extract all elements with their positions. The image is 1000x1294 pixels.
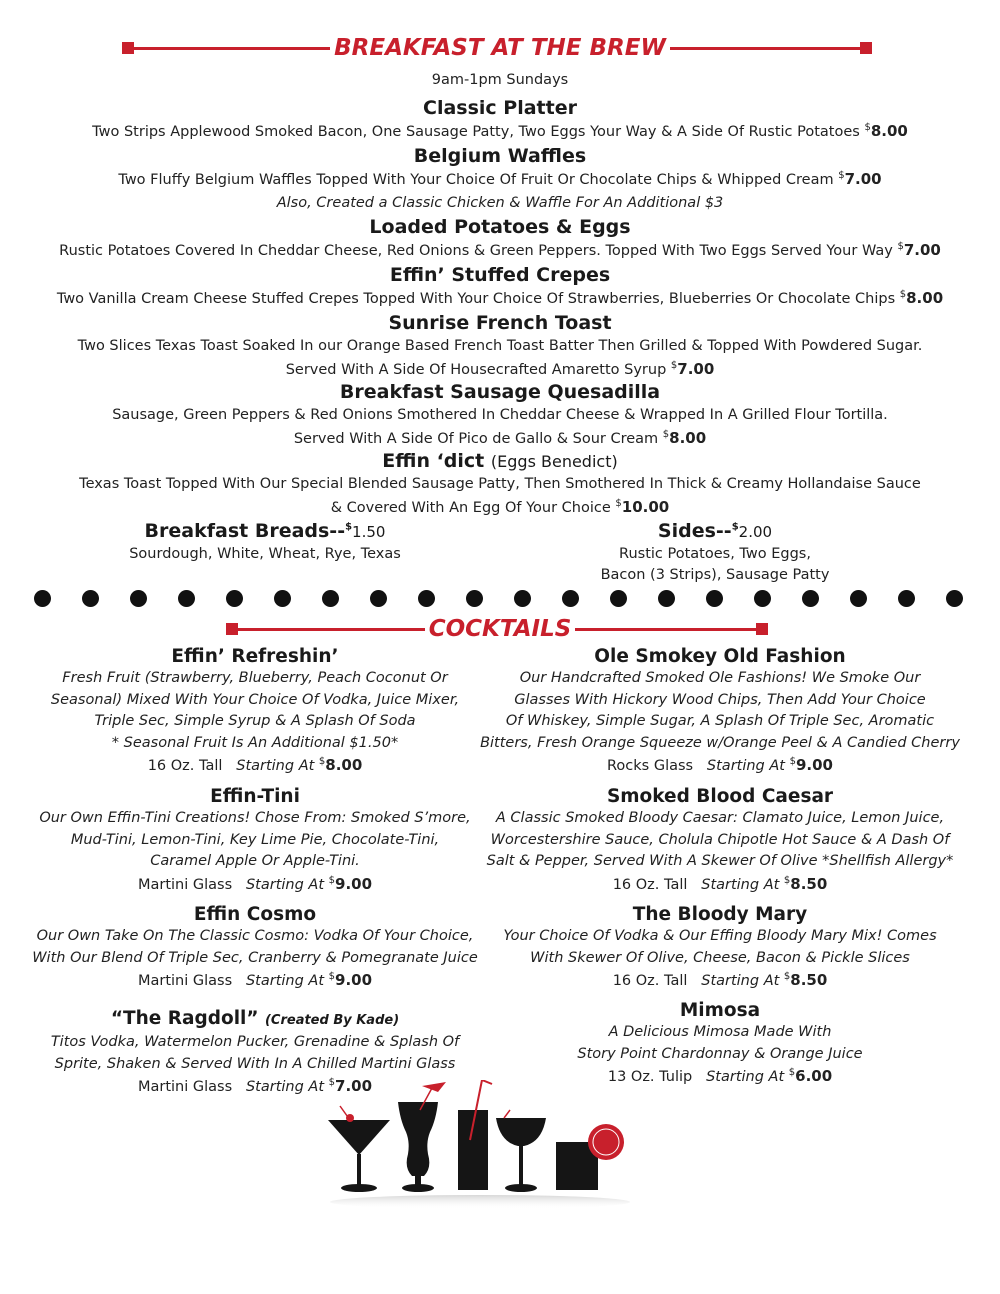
desc-line: * Seasonal Fruit Is An Additional $1.50*: [111, 734, 399, 751]
divider-dot: [898, 590, 915, 607]
item-description: Sausage, Green Peppers & Red Onions Smothered In Cheddar Cheese & Wrapped In A Grilled Flour Tortilla.: [112, 407, 888, 423]
breakfast-breads: Breakfast Breads--$1.50 Sourdough, White, Wheat, Rye, Texas: [110, 520, 420, 564]
menu-item-french-toast: Sunrise French Toast Two Slices Texas Toast Soaked In our Orange Based French Toast Batter Then Grilled & Topped With Powdered Sugar. Served With A Side Of Housecrafted Amaretto Syrup $7.00: [0, 312, 1000, 382]
cocktail-ole-smokey: Ole Smokey Old Fashion Our Handcrafted Smoked Ole Fashions! We Smoke Our Glasses With Hickory Wood Chips, Then Add Your Choice Of Whiskey, Simple Sugar, A Splash Of Triple Sec, Aromatic Bitters, Fresh Orange Squeeze w/Orange Peel & A Candied Cherry Rocks Glass Starting At $9.00: [480, 646, 960, 774]
desc-line: Triple Sec, Simple Syrup & A Splash Of Soda: [94, 713, 416, 729]
coupe-glass-icon: [496, 1110, 546, 1192]
cocktail-smoked-blood-caesar: Smoked Blood Caesar A Classic Smoked Bloody Caesar: Clamato Juice, Lemon Juice, Worcestershire Sauce, Cholula Chipotle Hot Sauce & A Dash Of Salt & Pepper, Served With A Skewer Of Olive *Shellfish Allergy* 16 Oz. Tall Starting At $8.50: [480, 786, 960, 897]
item-description: Sourdough, White, Wheat, Rye, Texas: [129, 546, 401, 562]
desc-line: Glasses With Hickory Wood Chips, Then Add Your Choice: [514, 691, 926, 708]
cocktail-effin-cosmo: Effin Cosmo Our Own Take On The Classic Cosmo: Vodka Of Your Choice, With Our Blend Of Triple Sec, Cranberry & Pomegranate Juice Martini Glass Starting At $9.00: [30, 904, 480, 993]
desc-line: Our Own Take On The Classic Cosmo: Vodka Of Your Choice,: [36, 928, 474, 944]
item-description-2: Bacon (3 Strips), Sausage Patty: [600, 567, 830, 583]
item-aside: (Eggs Benedict): [490, 452, 618, 471]
divider-dot: [130, 590, 147, 607]
reflection-shadow: [330, 1195, 630, 1209]
cocktail-bloody-mary: The Bloody Mary Your Choice Of Vodka & Our Effing Bloody Mary Mix! Comes With Skewer Of Olive, Cheese, Bacon & Pickle Slices 16 Oz. Tall Starting At $8.50: [480, 904, 960, 993]
item-price: 9.00: [795, 756, 833, 774]
item-price: 6.00: [795, 1067, 833, 1085]
item-description: Two Fluffy Belgium Waffles Topped With Your Choice Of Fruit Or Chocolate Chips & Whipped Cream: [118, 172, 834, 188]
item-price: 7.00: [844, 170, 882, 188]
divider-dot: [562, 590, 579, 607]
desc-line: Mud-Tini, Lemon-Tini, Key Lime Pie, Chocolate-Tini,: [70, 831, 440, 848]
item-price: 8.00: [325, 756, 363, 774]
item-name: Ole Smokey Old Fashion: [594, 646, 846, 667]
item-name: Effin’ Refreshin’: [171, 646, 339, 667]
tall-glass-icon: [458, 1080, 492, 1190]
hurricane-glass-icon: [398, 1082, 446, 1192]
desc-line: A Classic Smoked Bloody Caesar: Clamato Juice, Lemon Juice,: [495, 810, 945, 826]
divider-dot: [802, 590, 819, 607]
item-name: Belgium Waffles: [413, 145, 587, 167]
cocktail-glasses-illustration: [320, 1080, 640, 1210]
divider-dot: [274, 590, 291, 607]
item-name: Classic Platter: [423, 97, 577, 119]
martini-glass-icon: [328, 1106, 390, 1192]
item-name: Loaded Potatoes & Eggs: [369, 216, 631, 238]
menu-item-effin-dict: Effin ‘dict (Eggs Benedict) Texas Toast Topped With Our Special Blended Sausage Patty, Then Smothered In Thick & Creamy Hollandaise Sauce & Covered With An Egg Of Your Choice $10.00: [0, 450, 1000, 520]
item-description-2: & Covered With An Egg Of Your Choice: [330, 500, 611, 516]
item-price: 7.00: [903, 241, 941, 259]
item-price: 10.00: [621, 498, 670, 516]
item-description-2: Served With A Side Of Housecrafted Amaretto Syrup: [285, 362, 667, 378]
item-price: 8.00: [906, 289, 944, 307]
divider-dot: [754, 590, 771, 607]
item-name: Smoked Blood Caesar: [606, 786, 834, 807]
item-price: 9.00: [335, 874, 373, 893]
desc-line: Of Whiskey, Simple Sugar, A Splash Of Triple Sec, Aromatic: [505, 713, 935, 729]
item-credit: (Created By Kade): [264, 1013, 400, 1028]
divider-dot: [418, 590, 435, 607]
item-description: Two Vanilla Cream Cheese Stuffed Crepes Topped With Your Choice Of Strawberries, Blueberries Or Chocolate Chips: [56, 291, 896, 307]
glass-type: Martini Glass: [137, 876, 233, 893]
desc-line: Our Own Effin-Tini Creations! Chose From: Smoked S’more,: [39, 810, 471, 826]
divider-dot: [82, 590, 99, 607]
divider-dot: [370, 590, 387, 607]
item-price: 2.00: [738, 523, 773, 541]
item-price: 7.00: [335, 1077, 373, 1095]
item-price: 9.00: [335, 971, 373, 989]
desc-line: Salt & Pepper, Served With A Skewer Of Olive *Shellfish Allergy*: [486, 853, 954, 869]
menu-item-classic-platter: Classic Platter Two Strips Applewood Smoked Bacon, One Sausage Patty, Two Eggs Your Way & A Side Of Rustic Potatoes $8.00: [0, 97, 1000, 144]
glass-type: 16 Oz. Tall: [147, 758, 223, 774]
desc-line: Titos Vodka, Watermelon Pucker, Grenadine & Splash Of: [50, 1034, 460, 1050]
breakfast-title: BREAKFAST AT THE BREW: [330, 35, 670, 61]
item-name: Effin-Tini: [210, 786, 300, 807]
desc-line: Bitters, Fresh Orange Squeeze w/Orange Peel & A Candied Cherry: [480, 734, 960, 751]
cocktails-title: COCKTAILS: [425, 616, 576, 642]
menu-item-quesadilla: Breakfast Sausage Quesadilla Sausage, Green Peppers & Red Onions Smothered In Cheddar Cheese & Wrapped In A Grilled Flour Tortilla. Served With A Side Of Pico de Gallo & Sour Cream $8.00: [0, 381, 1000, 451]
breakfast-sides: Sides--$2.00 Rustic Potatoes, Two Eggs, Bacon (3 Strips), Sausage Patty: [570, 520, 860, 586]
desc-line: Worcestershire Sauce, Cholula Chipotle Hot Sauce & A Dash Of: [490, 831, 950, 848]
item-price: 8.00: [669, 429, 707, 447]
item-price: 7.00: [677, 360, 715, 378]
desc-line: With Skewer Of Olive, Cheese, Bacon & Pickle Slices: [530, 949, 910, 966]
rocks-glass-icon: [556, 1124, 624, 1190]
divider-dot: [850, 590, 867, 607]
desc-line: Fresh Fruit (Strawberry, Blueberry, Peach Coconut Or: [62, 670, 448, 686]
item-name: Mimosa: [679, 1000, 761, 1021]
item-description: Two Slices Texas Toast Soaked In our Orange Based French Toast Batter Then Grilled & Topped With Powdered Sugar.: [77, 338, 923, 354]
divider-dot: [946, 590, 963, 607]
menu-item-loaded-potatoes: Loaded Potatoes & Eggs Rustic Potatoes Covered In Cheddar Cheese, Red Onions & Green Peppers. Topped With Two Eggs Served Your Way $7.00: [0, 216, 1000, 263]
desc-line: A Delicious Mimosa Made With: [608, 1024, 832, 1040]
menu-item-belgium-waffles: Belgium Waffles Two Fluffy Belgium Waffles Topped With Your Choice Of Fruit Or Chocolate Chips & Whipped Cream $7.00 Also, Created a Classic Chicken & Waffle For An Additional $3: [0, 145, 1000, 215]
cocktail-effin-tini: Effin-Tini Our Own Effin-Tini Creations! Chose From: Smoked S’more, Mud-Tini, Lemon-Tini, Key Lime Pie, Chocolate-Tini, Caramel Apple Or Apple-Tini. Martini Glass Starting At $9.00: [30, 786, 480, 897]
item-name: Effin ‘dict: [382, 450, 485, 472]
item-description-2: Served With A Side Of Pico de Gallo & Sour Cream: [293, 431, 659, 447]
divider-dot: [706, 590, 723, 607]
glass-type: Martini Glass: [137, 973, 233, 989]
dot-divider: [34, 590, 964, 610]
cocktail-mimosa: Mimosa A Delicious Mimosa Made With Story Point Chardonnay & Orange Juice 13 Oz. Tulip Starting At $6.00: [480, 1000, 960, 1089]
item-name: Sides--: [657, 520, 732, 542]
cocktail-effin-refreshin: Effin’ Refreshin’ Fresh Fruit (Strawberry, Blueberry, Peach Coconut Or Seasonal) Mixed With Your Choice Of Vodka, Juice Mixer, Triple Sec, Simple Syrup & A Splash Of Soda * Seasonal Fruit Is An Additional $1.50* 16 Oz. Tall Starting At $8.00: [30, 646, 480, 778]
item-note: Also, Created a Classic Chicken & Waffle For An Additional $3: [276, 195, 724, 211]
glass-type: 16 Oz. Tall: [612, 876, 688, 893]
item-description: Rustic Potatoes Covered In Cheddar Cheese, Red Onions & Green Peppers. Topped With Two Eggs Served Your Way: [59, 243, 893, 259]
item-name: “The Ragdoll”: [110, 1008, 259, 1029]
desc-line: Our Handcrafted Smoked Ole Fashions! We Smoke Our: [519, 670, 921, 686]
cocktails-header: [0, 614, 1000, 644]
menu-item-stuffed-crepes: Effin’ Stuffed Crepes Two Vanilla Cream Cheese Stuffed Crepes Topped With Your Choice Of Strawberries, Blueberries Or Chocolate Chips $8.00: [0, 264, 1000, 311]
item-description: Two Strips Applewood Smoked Bacon, One Sausage Patty, Two Eggs Your Way & A Side Of Rustic Potatoes: [92, 124, 860, 140]
divider-dot: [514, 590, 531, 607]
breakfast-header: [0, 33, 1000, 63]
desc-line: Seasonal) Mixed With Your Choice Of Vodka, Juice Mixer,: [50, 691, 460, 708]
item-name: Breakfast Breads--: [144, 520, 346, 542]
desc-line: Caramel Apple Or Apple-Tini.: [150, 853, 360, 869]
item-name: Breakfast Sausage Quesadilla: [339, 381, 661, 403]
desc-line: Your Choice Of Vodka & Our Effing Bloody Mary Mix! Comes: [503, 928, 937, 944]
glass-type: Martini Glass: [137, 1079, 233, 1095]
desc-line: Story Point Chardonnay & Orange Juice: [577, 1045, 863, 1062]
divider-dot: [658, 590, 675, 607]
glass-type: 16 Oz. Tall: [612, 973, 688, 989]
item-name: Effin’ Stuffed Crepes: [389, 264, 611, 286]
divider-dot: [610, 590, 627, 607]
divider-dot: [226, 590, 243, 607]
desc-line: Sprite, Shaken & Served With In A Chilled Martini Glass: [54, 1055, 456, 1072]
divider-dot: [34, 590, 51, 607]
glass-type: Rocks Glass: [607, 758, 694, 774]
item-price: 8.00: [870, 122, 908, 140]
desc-line: With Our Blend Of Triple Sec, Cranberry & Pomegranate Juice: [32, 949, 478, 966]
item-name: The Bloody Mary: [632, 904, 808, 925]
divider-dot: [178, 590, 195, 607]
item-name: Effin Cosmo: [193, 904, 317, 925]
item-name: Sunrise French Toast: [388, 312, 612, 334]
divider-dot: [466, 590, 483, 607]
divider-dot: [322, 590, 339, 607]
glass-type: 13 Oz. Tulip: [607, 1069, 693, 1085]
item-description: Rustic Potatoes, Two Eggs,: [619, 546, 811, 562]
item-price: 8.50: [790, 874, 828, 893]
breakfast-hours: 9am-1pm Sundays: [431, 72, 569, 88]
item-price: 8.50: [790, 971, 828, 989]
item-description: Texas Toast Topped With Our Special Blended Sausage Patty, Then Smothered In Thick & Creamy Hollandaise Sauce: [79, 476, 921, 492]
item-price: 1.50: [352, 523, 386, 541]
cocktail-the-ragdoll: “The Ragdoll” (Created By Kade) Titos Vodka, Watermelon Pucker, Grenadine & Splash Of Sprite, Shaken & Served With In A Chilled Martini Glass Martini Glass Starting At $7.00: [30, 1008, 480, 1099]
